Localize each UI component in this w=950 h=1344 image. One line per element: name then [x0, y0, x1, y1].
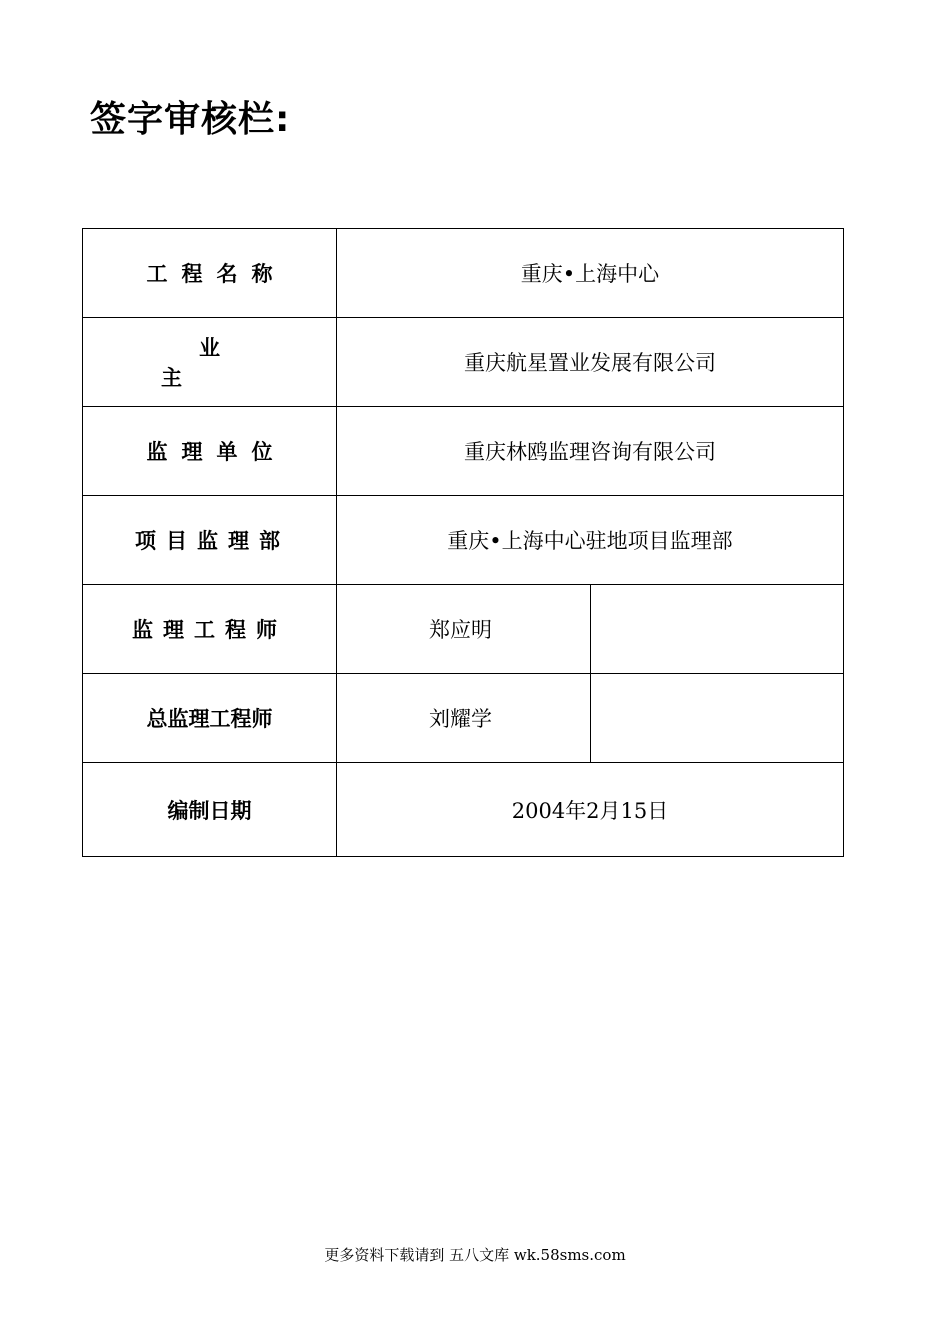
label-text: 工程名称 — [146, 262, 287, 286]
label-supervision-unit — [83, 407, 337, 496]
value-engineer: 郑应明 — [337, 585, 591, 674]
table-row-engineer — [83, 585, 844, 674]
value-owner: 重庆航星置业发展有限公司 — [337, 318, 844, 407]
value-date: 2004年2月15日 — [337, 763, 844, 857]
value-chief-engineer: 刘耀学 — [337, 674, 591, 763]
footer-note: 更多资料下载请到 五八文库 wk.58sms.com — [324, 1246, 626, 1264]
value-supervision-unit: 重庆林鸥监理咨询有限公司 — [337, 407, 844, 496]
label-text: 监理单位 — [146, 440, 287, 464]
label-engineer — [83, 585, 337, 674]
table-row-chief-engineer — [83, 674, 844, 763]
label-text: 项目监理部 — [135, 529, 290, 553]
label-project-name — [83, 229, 337, 318]
table-row-owner — [83, 318, 844, 407]
signature-review-table — [82, 228, 844, 857]
signature-cell-chief-engineer — [590, 674, 844, 763]
label-project-dept — [83, 496, 337, 585]
value-project-dept: 重庆•上海中心驻地项目监理部 — [337, 496, 844, 585]
page-title: 签字审核栏: — [90, 99, 291, 140]
label-owner — [83, 318, 337, 407]
label-text: 监理工程师 — [132, 618, 287, 642]
table-row-project-dept — [83, 496, 844, 585]
signature-cell-engineer — [590, 585, 844, 674]
table-row-supervision-unit — [83, 407, 844, 496]
label-chief-engineer — [83, 674, 337, 763]
table-row-date — [83, 763, 844, 857]
table-row-project-name — [83, 229, 844, 318]
label-text: 编制日期 — [167, 798, 252, 823]
label-date — [83, 763, 337, 857]
value-project-name: 重庆•上海中心 — [337, 229, 844, 318]
label-text: 总监理工程师 — [146, 707, 273, 731]
label-text: 业主 — [161, 336, 296, 390]
